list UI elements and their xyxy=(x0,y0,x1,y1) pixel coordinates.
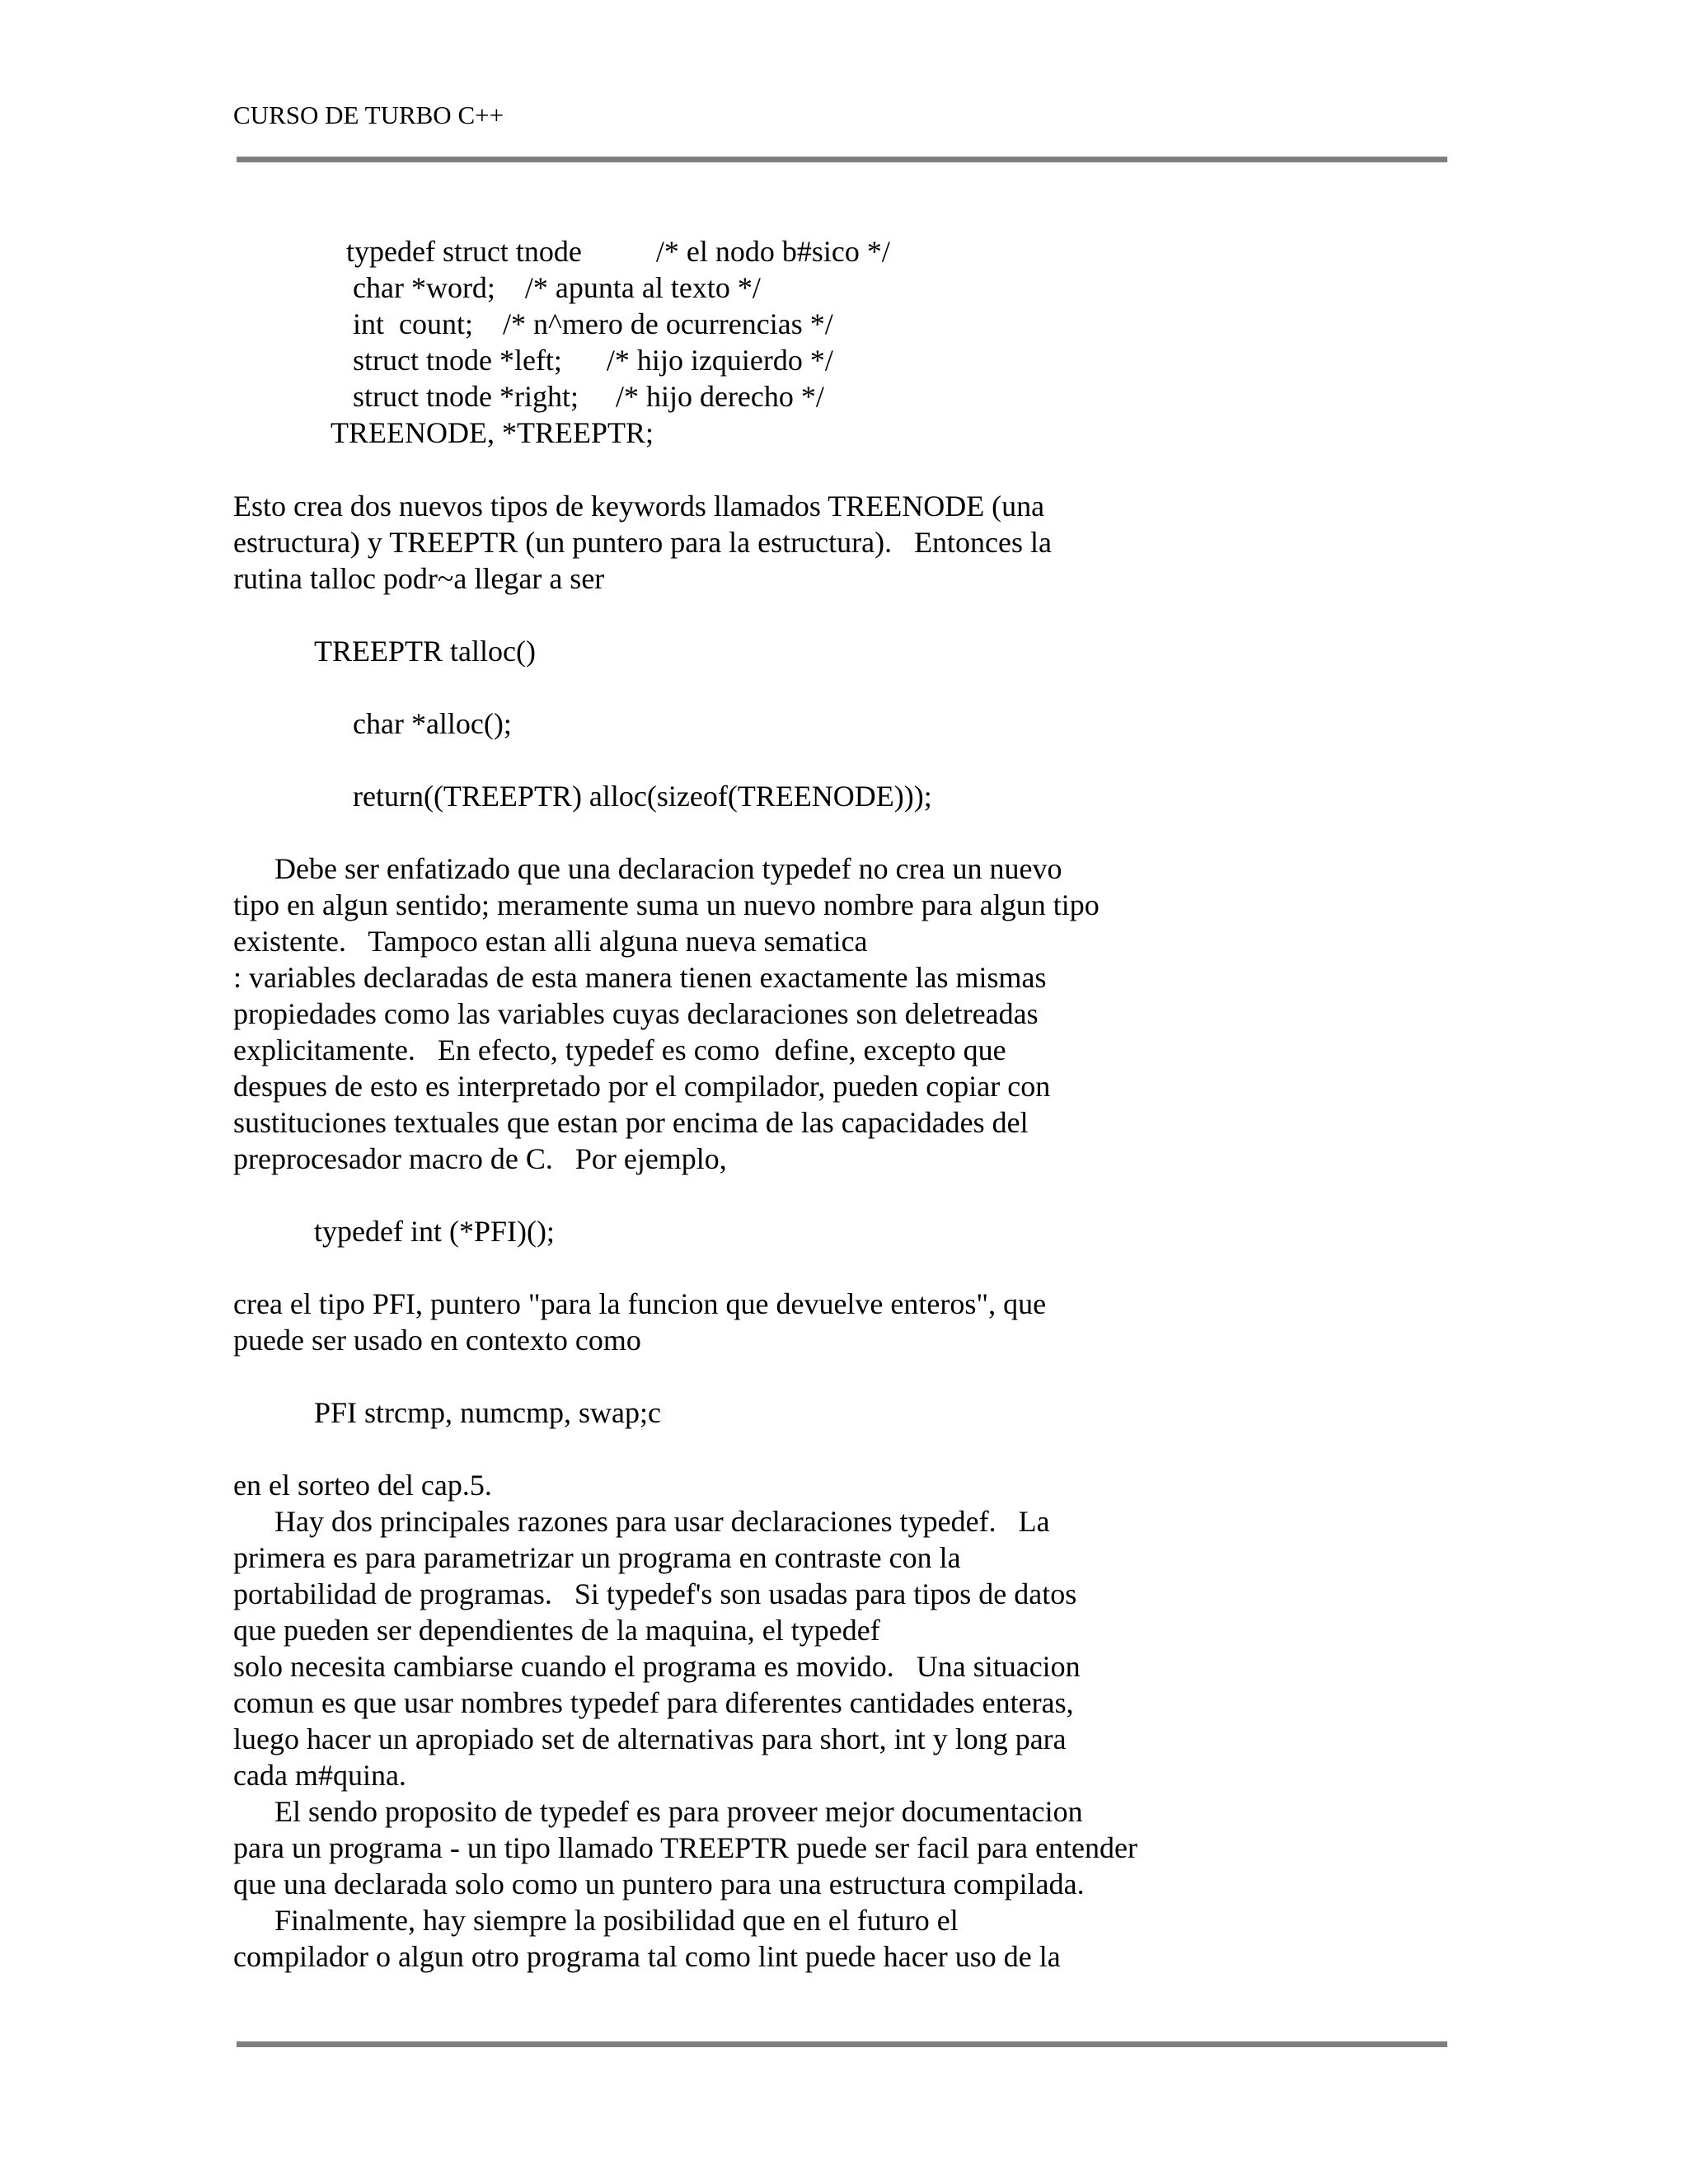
paragraph-line: solo necesita cambiarse cuando el programa es movido. Una situacion xyxy=(233,1650,1081,1683)
code-line: struct tnode *right; /* hijo derecho */ xyxy=(353,380,824,413)
paragraph-line: Finalmente, hay siempre la posibilidad que en el futuro el xyxy=(274,1904,959,1937)
code-line: PFI strcmp, numcmp, swap;c xyxy=(314,1396,661,1429)
paragraph-line: existente. Tampoco estan alli alguna nueva sematica xyxy=(233,925,868,958)
paragraph-line: : variables declaradas de esta manera tienen exactamente las mismas xyxy=(233,961,1047,994)
paragraph-line: comun es que usar nombres typedef para diferentes cantidades enteras, xyxy=(233,1686,1074,1719)
paragraph-line: tipo en algun sentido; meramente suma un nuevo nombre para algun tipo xyxy=(233,888,1100,921)
paragraph-line: propiedades como las variables cuyas declaraciones son deletreadas xyxy=(233,997,1039,1030)
paragraph-line: compilador o algun otro programa tal como lint puede hacer uso de la xyxy=(233,1940,1061,1973)
paragraph-line: estructura) y TREEPTR (un puntero para la estructura). Entonces la xyxy=(233,526,1053,559)
paragraph-line: que pueden ser dependientes de la maquina, el typedef xyxy=(233,1614,880,1647)
code-line: typedef struct tnode /* el nodo b#sico */ xyxy=(346,235,890,268)
paragraph-line: cada m#quina. xyxy=(233,1759,406,1792)
paragraph-line: preprocesador macro de C. Por ejemplo, xyxy=(233,1142,727,1175)
paragraph-line: Hay dos principales razones para usar declaraciones typedef. La xyxy=(274,1505,1050,1538)
paragraph-line: rutina talloc podr~a llegar a ser xyxy=(233,562,605,595)
paragraph-line: luego hacer un apropiado set de alternativas para short, int y long para xyxy=(233,1722,1067,1755)
paragraph-line: Debe ser enfatizado que una declaracion typedef no crea un nuevo xyxy=(274,852,1062,885)
code-line: int count; /* n^mero de ocurrencias */ xyxy=(353,307,833,340)
code-line: TREEPTR talloc() xyxy=(314,635,536,668)
code-line: return((TREEPTR) alloc(sizeof(TREENODE))); xyxy=(353,780,932,813)
paragraph-line: que una declarada solo como un puntero para una estructura compilada. xyxy=(233,1868,1085,1900)
paragraph-line: para un programa - un tipo llamado TREEPTR puede ser facil para entender xyxy=(233,1831,1137,1864)
code-line: char *word; /* apunta al texto */ xyxy=(353,271,761,304)
paragraph-line: explicitamente. En efecto, typedef es como define, excepto que xyxy=(233,1033,1006,1066)
paragraph-line: crea el tipo PFI, puntero "para la funcion que devuelve enteros", que xyxy=(233,1287,1047,1320)
code-line: TREENODE, *TREEPTR; xyxy=(331,416,654,449)
code-line: typedef int (*PFI)(); xyxy=(314,1215,555,1248)
code-line: struct tnode *left; /* hijo izquierdo */ xyxy=(353,344,833,377)
paragraph-line: portabilidad de programas. Si typedef's son usadas para tipos de datos xyxy=(233,1577,1077,1610)
paragraph-line: primera es para parametrizar un programa en contraste con la xyxy=(233,1541,961,1574)
paragraph-line: sustituciones textuales que estan por encima de las capacidades del xyxy=(233,1106,1029,1139)
code-line: char *alloc(); xyxy=(353,707,512,740)
paragraph-line: Esto crea dos nuevos tipos de keywords llamados TREENODE (una xyxy=(233,490,1045,523)
paragraph-line: puede ser usado en contexto como xyxy=(233,1324,641,1357)
paragraph-line: despues de esto es interpretado por el compilador, pueden copiar con xyxy=(233,1070,1051,1103)
paragraph-line: El sendo proposito de typedef es para proveer mejor documentacion xyxy=(274,1795,1083,1828)
footer-rule xyxy=(237,2041,1447,2047)
header-rule xyxy=(237,157,1447,162)
running-header-title: CURSO DE TURBO C++ xyxy=(233,101,504,129)
paragraph-line: en el sorteo del cap.5. xyxy=(233,1469,492,1502)
